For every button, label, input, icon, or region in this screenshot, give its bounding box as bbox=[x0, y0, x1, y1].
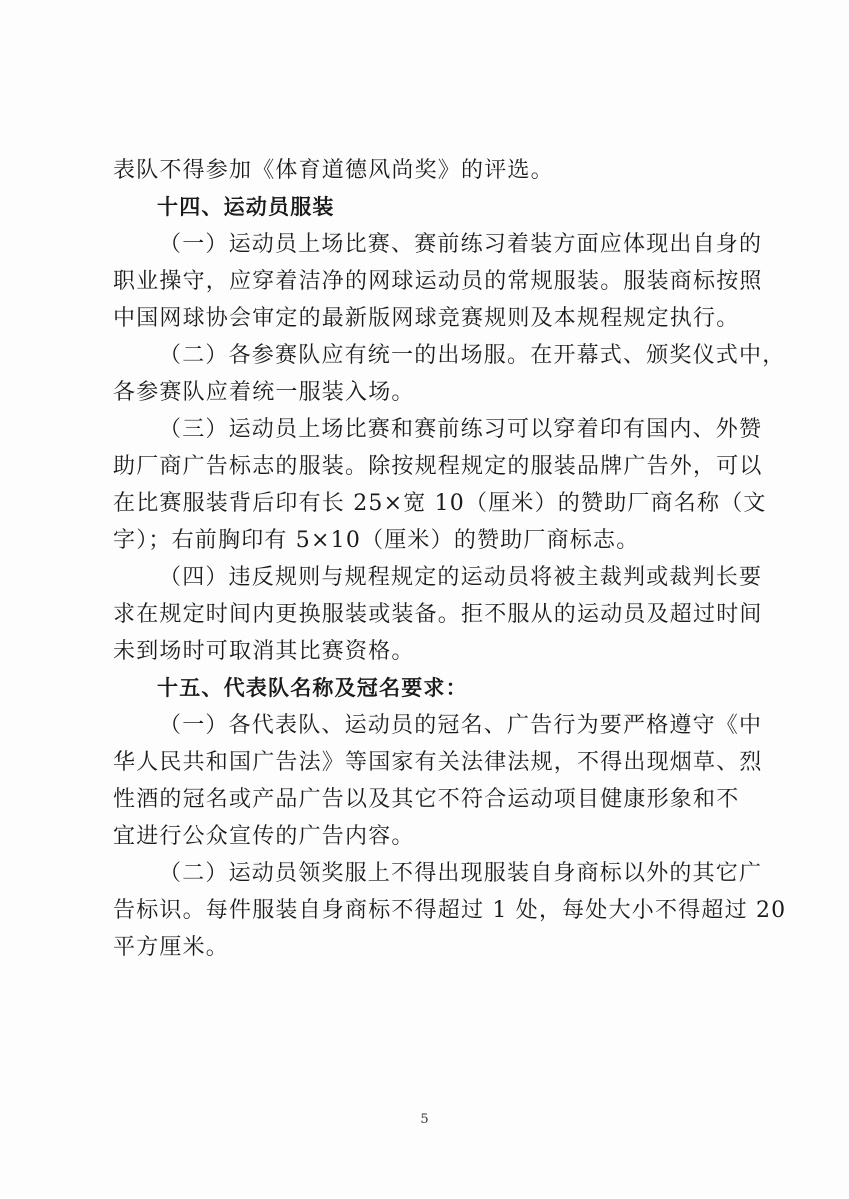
body-line: （二）运动员领奖服上不得出现服装自身商标以外的其它广 bbox=[159, 861, 763, 886]
body-line: 表队不得参加《体育道德风尚奖》的评选。 bbox=[113, 158, 554, 183]
body-line: 在比赛服装背后印有长 25×宽 10（厘米）的赞助厂商名称（文 bbox=[113, 491, 767, 516]
body-line: 各参赛队应着统一服装入场。 bbox=[113, 380, 415, 405]
body-line: 中国网球协会审定的最新版网球竞赛规则及本规程规定执行。 bbox=[113, 306, 740, 331]
body-line: 助厂商广告标志的服装。除按规程规定的服装品牌广告外，可以 bbox=[113, 454, 763, 479]
body-line: 职业操守，应穿着洁净的网球运动员的常规服装。服装商标按照 bbox=[113, 269, 763, 294]
body-line: 宜进行公众宣传的广告内容。 bbox=[113, 824, 415, 849]
body-line: （二）各参赛队应有统一的出场服。在开幕式、颁奖仪式中， bbox=[159, 343, 786, 368]
body-line: （一）各代表队、运动员的冠名、广告行为要严格遵守《中 bbox=[159, 713, 763, 738]
body-line: 告标识。每件服装自身商标不得超过 1 处，每处大小不得超过 20 bbox=[113, 898, 787, 923]
body-line: （三）运动员上场比赛和赛前练习可以穿着印有国内、外赞 bbox=[159, 417, 763, 442]
section-heading-15: 十五、代表队名称及冠名要求： bbox=[157, 676, 468, 700]
body-line: 求在规定时间内更换服装或装备。拒不服从的运动员及超过时间 bbox=[113, 602, 763, 627]
body-line: 华人民共和国广告法》等国家有关法律法规，不得出现烟草、烈 bbox=[113, 750, 763, 775]
body-line: 字）；右前胸印有 5×10（厘米）的赞助厂商标志。 bbox=[113, 528, 640, 553]
body-line: （四）违反规则与规程规定的运动员将被主裁判或裁判长要 bbox=[159, 565, 763, 590]
body-line: 性酒的冠名或产品广告以及其它不符合运动项目健康形象和不 bbox=[113, 787, 740, 812]
body-line: （一）运动员上场比赛、赛前练习着装方面应体现出自身的 bbox=[159, 232, 763, 257]
page-number: 5 bbox=[420, 1112, 429, 1127]
body-line: 平方厘米。 bbox=[113, 935, 230, 960]
document-body bbox=[113, 152, 787, 966]
section-heading-14: 十四、运动员服装 bbox=[157, 195, 335, 219]
body-line: 未到场时可取消其比赛资格。 bbox=[113, 639, 415, 664]
